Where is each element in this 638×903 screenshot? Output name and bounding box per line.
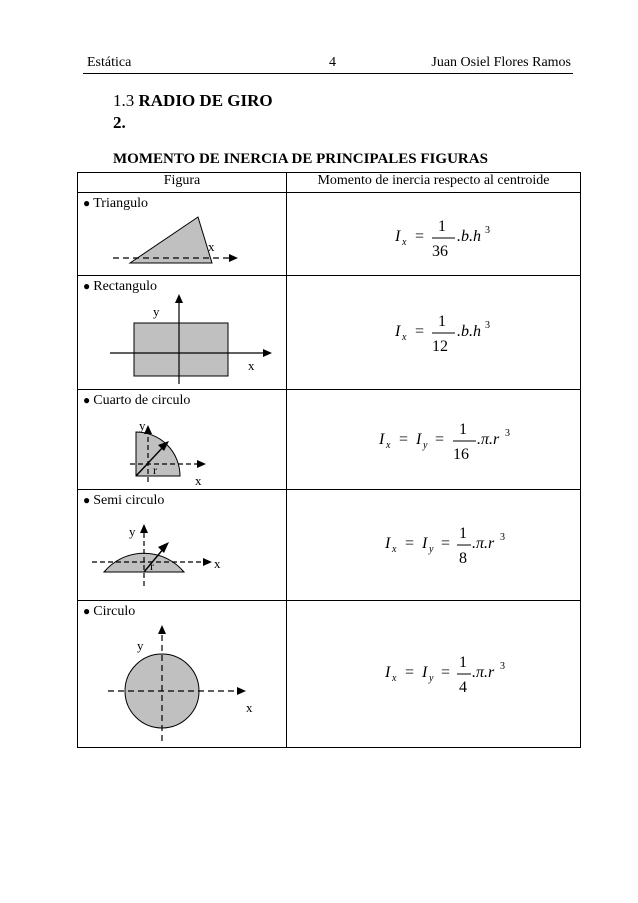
formula-rectangle	[287, 276, 583, 390]
x-label: x	[248, 358, 255, 373]
formula-sub: x	[402, 332, 407, 343]
figure-cell	[78, 490, 287, 601]
rectangle-shape	[134, 323, 228, 376]
formula-lhs: I	[379, 431, 385, 448]
formula-lhs-2: I	[422, 664, 428, 681]
triangle-shape	[130, 217, 212, 263]
formula-num: 1	[438, 313, 446, 330]
formula-semicircle	[287, 490, 583, 601]
header-author: Juan Osiel Flores Ramos	[431, 55, 571, 70]
formula-triangle	[287, 193, 583, 276]
x-axis-arrow	[229, 254, 238, 262]
semicircle-diagram	[78, 490, 286, 601]
formula-exp: 3	[485, 225, 490, 236]
figure-cell	[78, 276, 287, 390]
formula-equals: =	[415, 228, 425, 245]
formula-rest: .π.r	[472, 535, 495, 552]
r-label: r	[150, 559, 154, 573]
circle-diagram	[78, 601, 286, 748]
formula-rest: .b.h	[457, 323, 481, 340]
formula-lhs-2: I	[416, 431, 422, 448]
y-axis-arrow	[158, 625, 166, 634]
formula-sub: x	[392, 544, 397, 555]
x-axis-arrow	[263, 349, 272, 357]
y-axis-arrow	[175, 294, 183, 303]
y-label: y	[153, 304, 160, 319]
figure-name: Semi circulo	[93, 493, 165, 508]
bullet-icon: ●	[83, 393, 91, 407]
bullet-icon: ●	[83, 196, 91, 210]
figure-name: Triangulo	[93, 196, 148, 211]
formula-cell	[287, 490, 581, 601]
formula-rest: .π.r	[472, 664, 495, 681]
formula-den: 4	[459, 679, 467, 696]
x-label: x	[214, 556, 221, 571]
figure-cell	[78, 193, 287, 276]
triangle-diagram	[78, 193, 286, 276]
table-row	[78, 390, 581, 490]
formula-cell	[287, 193, 581, 276]
formula-sub-2: y	[429, 544, 434, 555]
inertia-table	[77, 172, 581, 748]
y-label: y	[129, 524, 136, 539]
formula-sub: x	[386, 440, 391, 451]
formula-cell	[287, 276, 581, 390]
rectangle-diagram	[78, 276, 286, 390]
formula-num: 1	[459, 654, 467, 671]
formula-equals-2: =	[435, 431, 445, 448]
x-axis-arrow	[197, 460, 206, 468]
formula-num: 1	[459, 421, 467, 438]
table-header-row	[78, 173, 581, 193]
y-axis-arrow	[140, 524, 148, 533]
section-heading	[113, 90, 273, 134]
formula-den: 36	[432, 243, 448, 260]
radius-arrow	[158, 542, 169, 553]
formula-exp: 3	[500, 532, 505, 543]
formula-den: 16	[453, 446, 469, 463]
formula-exp: 3	[500, 661, 505, 672]
formula-lhs: I	[385, 664, 391, 681]
figure-cell	[78, 390, 287, 490]
table-row	[78, 193, 581, 276]
formula-equals: =	[399, 431, 409, 448]
section-number: 1.3	[113, 91, 135, 110]
figure-cell	[78, 601, 287, 748]
y-label: y	[137, 638, 144, 653]
page-number: 4	[329, 55, 336, 70]
formula-den: 8	[459, 550, 467, 567]
formula-equals-2: =	[441, 535, 451, 552]
formula-lhs: I	[385, 535, 391, 552]
section-title: RADIO DE GIRO	[138, 91, 273, 110]
bullet-icon: ●	[83, 604, 91, 618]
formula-den: 12	[432, 338, 448, 355]
table-row	[78, 276, 581, 390]
formula-quarter-circle	[287, 390, 583, 490]
formula-cell	[287, 601, 581, 748]
formula-exp: 3	[505, 428, 510, 439]
formula-equals-2: =	[441, 664, 451, 681]
formula-lhs-2: I	[422, 535, 428, 552]
x-label: x	[208, 239, 215, 254]
formula-circle	[287, 601, 583, 748]
bullet-icon: ●	[83, 493, 91, 507]
formula-lhs: I	[395, 228, 401, 245]
y-label: y	[139, 418, 146, 433]
formula-num: 1	[438, 218, 446, 235]
formula-sub-2: y	[429, 673, 434, 684]
formula-rest: .π.r	[477, 431, 500, 448]
figure-name: Cuarto de circulo	[93, 393, 191, 408]
header-subject: Estática	[87, 55, 132, 70]
formula-sub: x	[402, 237, 407, 248]
quarter-circle-diagram	[78, 390, 286, 490]
x-label: x	[195, 473, 202, 488]
formula-sub: x	[392, 673, 397, 684]
x-axis-arrow	[237, 687, 246, 695]
x-axis-arrow	[203, 558, 212, 566]
formula-equals: =	[405, 664, 415, 681]
formula-num: 1	[459, 525, 467, 542]
section-sub: 2.	[113, 113, 126, 132]
formula-exp: 3	[485, 320, 490, 331]
table-row	[78, 490, 581, 601]
figure-name: Rectangulo	[93, 279, 158, 294]
r-label: r	[153, 463, 157, 477]
bullet-icon: ●	[83, 279, 91, 293]
formula-equals: =	[415, 323, 425, 340]
formula-sub-2: y	[423, 440, 428, 451]
formula-equals: =	[405, 535, 415, 552]
col-figure-header: Figura	[78, 173, 287, 193]
table-title: MOMENTO DE INERCIA DE PRINCIPALES FIGURAS	[113, 151, 488, 167]
page-header	[83, 53, 573, 74]
table-row	[78, 601, 581, 748]
formula-lhs: I	[395, 323, 401, 340]
formula-cell	[287, 390, 581, 490]
figure-name: Circulo	[93, 604, 136, 619]
formula-rest: .b.h	[457, 228, 481, 245]
col-formula-header: Momento de inercia respecto al centroide	[287, 173, 581, 193]
x-label: x	[246, 700, 253, 715]
